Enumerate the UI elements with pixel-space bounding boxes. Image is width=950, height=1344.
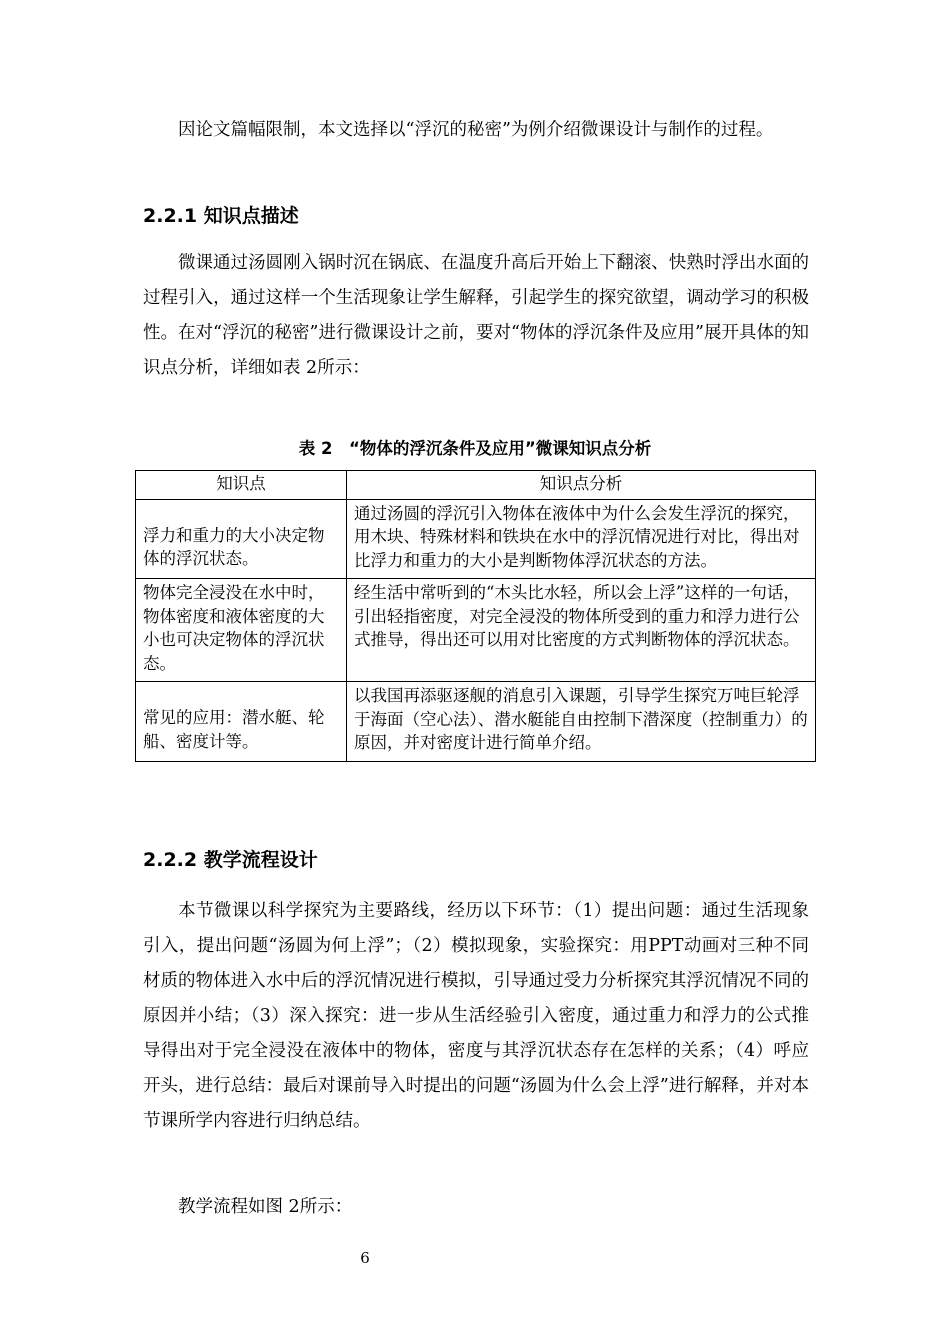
table-caption: 表 2 “物体的浮沉条件及应用”微课知识点分析 xyxy=(298,439,652,458)
table-row xyxy=(136,499,816,579)
table-header-row xyxy=(136,471,816,500)
table-cell-analysis: 以我国再添驱逐舰的消息引入课题，引导学生探究万吨巨轮浮于海面（空心法）、潜水艇能自由控制下潜深度（控制重力）的原因，并对密度计进行简单介绍。 xyxy=(347,682,816,762)
table-header-point: 知识点 xyxy=(136,471,347,500)
section-2-2-1-paragraph: 微课通过汤圆刚入锅时沉在锅底、在温度升高后开始上下翻滚、快熟时浮出水面的过程引入，通过这样一个生活现象让学生解释，引起学生的探究欲望，调动学习的积极性。在对“浮沉的秘密”进行微课设计之前，要对“物体的浮沉条件及应用”展开具体的知识点分析，详细如表 2所示： xyxy=(143,253,809,378)
table-row xyxy=(136,579,816,682)
knowledge-point-table xyxy=(135,470,816,762)
section-heading-2-2-2: 2.2.2 教学流程设计 xyxy=(143,849,318,871)
table-header-analysis: 知识点分析 xyxy=(347,471,816,500)
section-heading-2-2-1: 2.2.1 知识点描述 xyxy=(143,205,299,227)
table-cell-analysis: 经生活中常听到的“木头比水轻，所以会上浮”这样的一句话，引出轻指密度，对完全浸没的物体所受到的重力和浮力进行公式推导，得出还可以用对比密度的方式判断物体的浮沉状态。 xyxy=(347,579,816,682)
section-2-2-2-paragraph: 本节微课以科学探究为主要路线，经历以下环节：（1）提出问题：通过生活现象引入，提出问题“汤圆为何上浮”；（2）模拟现象，实验探究：用PPT动画对三种不同材质的物体进入水中后的浮沉情况进行模拟，引导通过受力分析探究其浮沉情况不同的原因并小结；（3）深入探究：进一步从生活经验引入密度，通过重力和浮力的公式推导得出对于完全浸没在液体中的物体，密度与其浮沉状态存在怎样的关系；（4）呼应开头，进行总结：最后对课前导入时提出的问题“汤圆为什么会上浮”进行解释，并对本节课所学内容进行归纳总结。 xyxy=(143,901,809,1131)
table-row xyxy=(136,682,816,762)
table-cell-analysis: 通过汤圆的浮沉引入物体在液体中为什么会发生浮沉的探究，用木块、特殊材料和铁块在水中的浮沉情况进行对比，得出对比浮力和重力的大小是判断物体浮沉状态的方法。 xyxy=(347,499,816,579)
figure-reference-paragraph: 教学流程如图 2所示： xyxy=(178,1197,353,1217)
table-cell-point: 常见的应用：潜水艇、轮船、密度计等。 xyxy=(136,682,347,762)
table-cell-point: 物体完全浸没在水中时，物体密度和液体密度的大小也可决定物体的浮沉状态。 xyxy=(136,579,347,682)
page-number: 6 xyxy=(360,1249,370,1267)
table-cell-point: 浮力和重力的大小决定物体的浮沉状态。 xyxy=(136,499,347,579)
intro-paragraph: 因论文篇幅限制，本文选择以“浮沉的秘密”为例介绍微课设计与制作的过程。 xyxy=(178,120,774,140)
